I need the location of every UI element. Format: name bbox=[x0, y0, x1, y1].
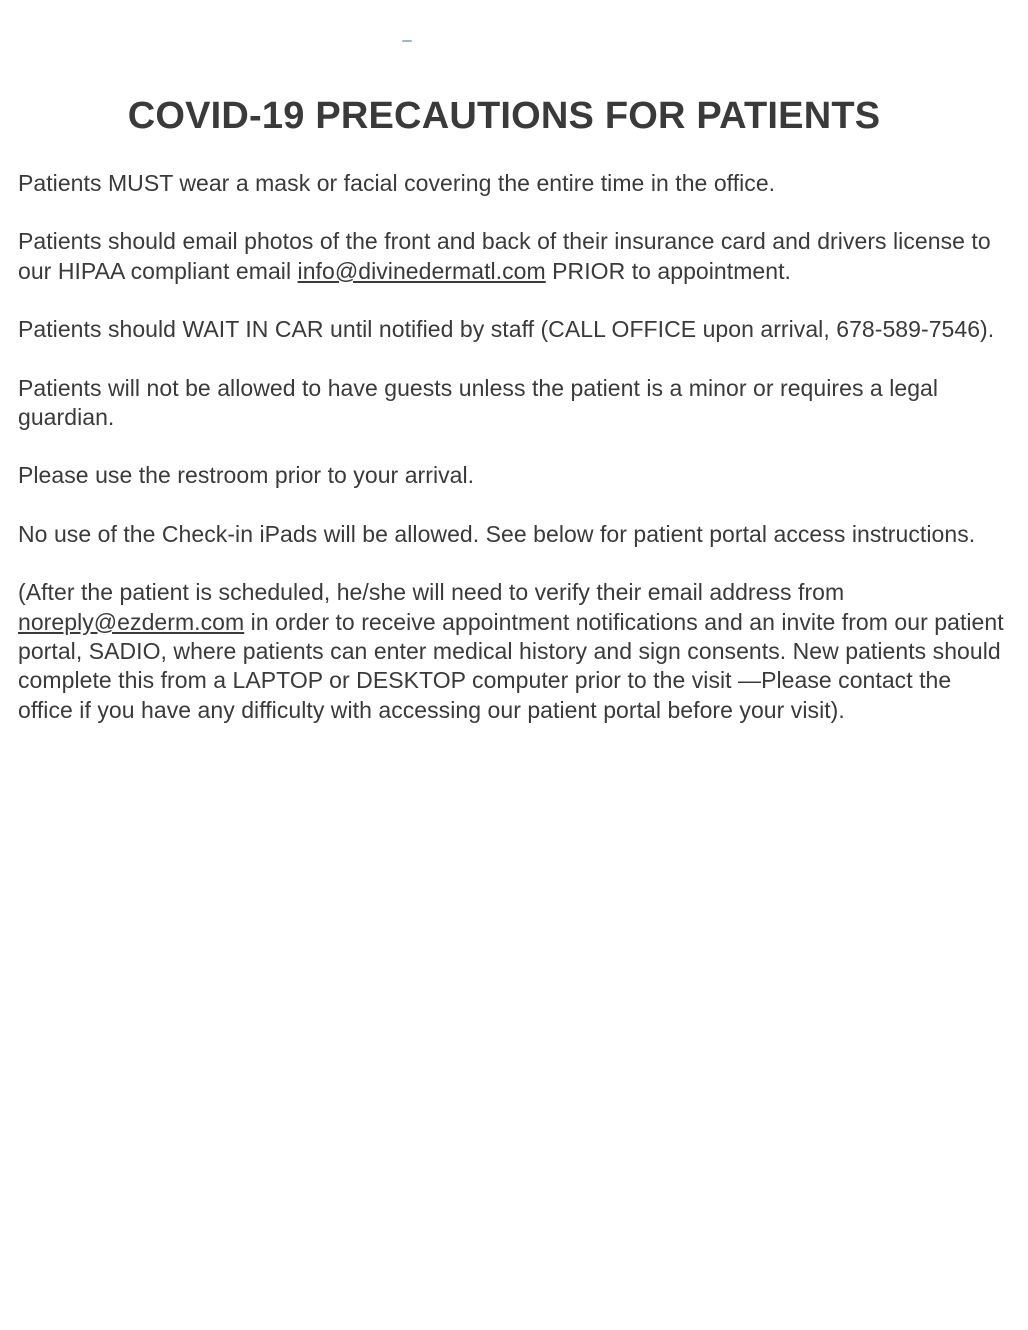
portal-paragraph bbox=[18, 578, 1008, 725]
insurance-text-after: PRIOR to appointment. bbox=[545, 257, 791, 284]
portal-text-after: in order to receive appointment notifications and an invite from our patient portal, SADIO, where patients can enter medical history and sign consents. New patients should complete this from a LAPTOP or DESKTOP computer prior to the visit —Please contact the office if you have any difficulty with accessing our patient portal before your visit). bbox=[18, 608, 1004, 723]
office-email-link[interactable]: info@divinedermatl.com bbox=[297, 257, 546, 284]
noreply-email-link[interactable]: noreply@ezderm.com bbox=[18, 608, 245, 635]
guests-paragraph: Patients will not be allowed to have guests unless the patient is a minor or requires a legal guardian. bbox=[18, 374, 939, 431]
ipads-paragraph: No use of the Check-in iPads will be allowed. See below for patient portal access instructions. bbox=[18, 520, 976, 547]
document-body bbox=[18, 169, 1008, 754]
page-title: COVID-19 PRECAUTIONS FOR PATIENTS bbox=[127, 95, 881, 137]
restroom-paragraph: Please use the restroom prior to your arrival. bbox=[18, 462, 475, 489]
wait-in-car-paragraph: Patients should WAIT IN CAR until notified by staff (CALL OFFICE upon arrival, 678-589-7546). bbox=[18, 316, 995, 343]
insurance-text-before: Patients should email photos of the front and back of their insurance card and drivers license to our HIPAA compliant email bbox=[18, 228, 991, 284]
insurance-paragraph bbox=[18, 227, 1008, 286]
mask-paragraph: Patients MUST wear a mask or facial covering the entire time in the office. bbox=[18, 170, 776, 196]
top-mark bbox=[402, 40, 412, 42]
portal-text-before: (After the patient is scheduled, he/she will need to verify their email address from bbox=[18, 579, 845, 606]
